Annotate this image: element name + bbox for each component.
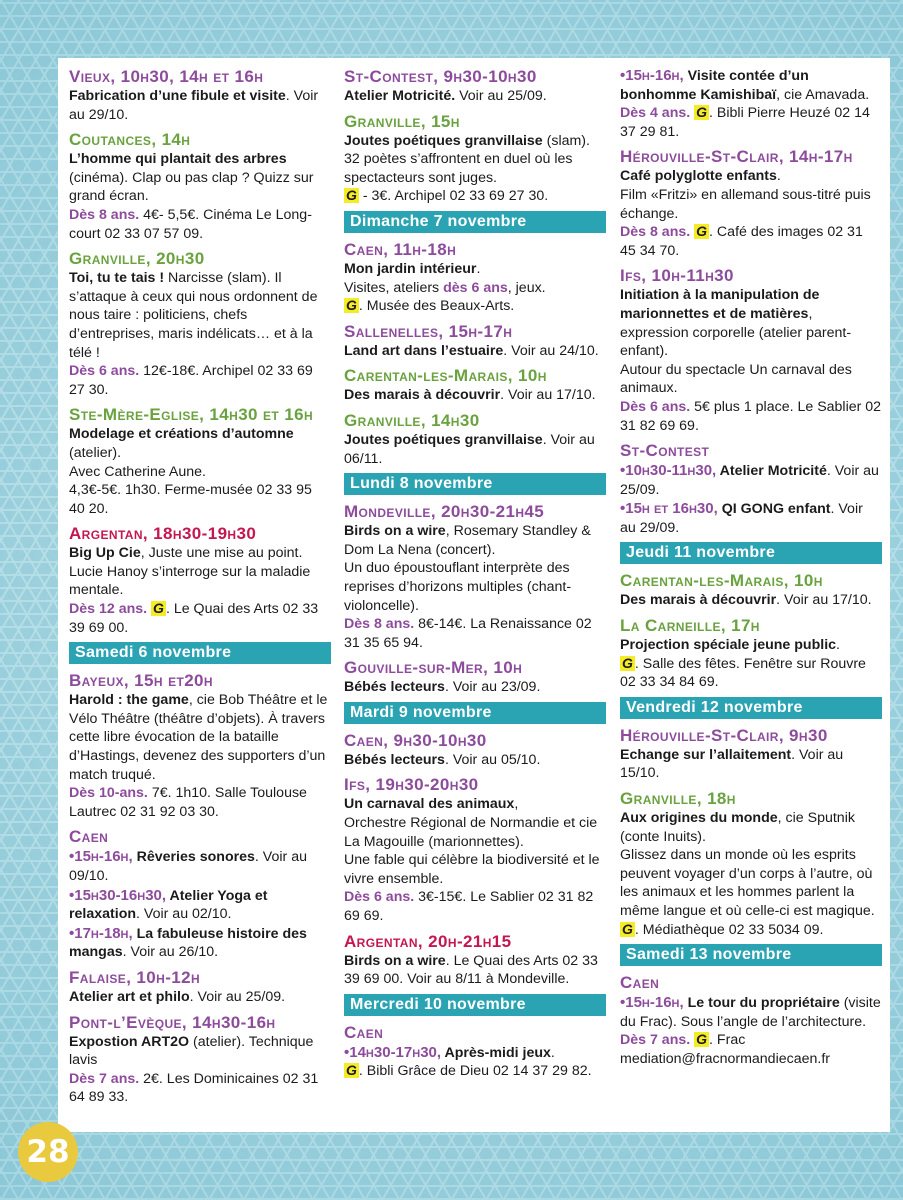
age-label: Dès 6 ans. [344,889,415,906]
event-title: Atelier Yoga et relaxation [69,887,268,923]
event-entry [344,410,606,468]
age-label: Dès 8 ans. [620,224,691,241]
event-location: Granville, 20h30 [69,249,205,269]
event-title: Birds on a wire [344,523,446,540]
event-location: Bayeux, 15h et20h [69,671,213,691]
event-title: Mon jardin intérieur [344,260,477,277]
event-entry [620,265,882,435]
event-entry [69,967,331,1007]
event-title: Atelier Motricité. [344,88,456,104]
event-time: •15h30-16h30, [69,886,167,904]
event-details: , cie Sputnik (conte Inuits). Glissez dans un monde où les esprits peuvent voyager d’un corps à l’autre, où les animaux et les hommes parlent la même langue et où celle-ci est magique. [620,810,875,919]
event-bullet [620,994,882,1068]
event-location: Granville, 15h [344,111,460,131]
event-entry [344,365,606,405]
free-badge-icon: G [622,920,633,937]
event-entry [69,523,331,637]
event-location: Mondeville, 20h30-21h45 [344,502,545,522]
event-location: Ifs, 19h30-20h30 [344,775,479,795]
event-location: Caen, 9h30-10h30 [344,730,487,750]
event-details: . Voir au 09/10. [69,849,307,884]
age-label: Dès 8 ans. [69,206,140,223]
event-details: . Voir au 24/10. [503,342,599,359]
event-title: QI GONG enfant [717,501,831,518]
event-info: 12€-18€. Archipel 02 33 69 27 30. [69,363,313,398]
column-1 [69,66,331,1112]
event-details: . [550,1044,555,1061]
event-info: . Bibli Grâce de Dieu 02 14 37 29 82. [358,1063,592,1080]
event-entry [620,615,882,692]
event-location: St-Contest [620,441,710,461]
day-header: Samedi 13 novembre [620,944,882,966]
age-label: Dès 10-ans. [69,785,148,802]
event-details: . Voir au 26/10. [122,944,219,961]
event-details: (cinéma). Clap ou pas clap ? Quizz sur grand écran. [69,169,314,205]
event-location: Carentan-les-Marais, 10h [620,571,823,591]
event-details: . Voir au 25/09. [620,463,879,498]
event-details: . Voir au 29/09. [620,501,863,536]
age-label: Dès 6 ans. [620,398,691,415]
event-location: Caen [344,1022,384,1042]
event-details: . Voir au 15/10. [620,746,844,782]
event-bullet [620,500,882,537]
event-title: Echange sur l’allaitement [620,746,792,763]
event-entry [69,248,331,399]
event-title: Toi, tu te tais ! [69,270,165,287]
event-location: Falaise, 10h-12h [69,967,201,987]
event-info: . Frac mediation@fracnormandiecaen.fr [620,1032,830,1067]
event-bullet [69,925,331,962]
event-title: Des marais à découvrir [620,592,777,609]
event-title: Land art dans l’estuaire [344,342,504,359]
event-details: , Juste une mise au point. Lucie Hanoy s’interroge sur la maladie mentale. [69,545,311,599]
event-location: Caen [620,973,660,993]
event-bullet [344,1044,606,1081]
event-location: Granville, 18h [620,789,736,809]
free-badge-icon: G [346,187,357,204]
event-info: . Le Quai des Arts 02 33 39 69 00. [69,601,319,636]
free-badge-icon: G [346,297,357,314]
event-location: Hérouville-St-Clair, 14h-17h [620,147,853,167]
event-title: Rêveries sonores [132,849,255,866]
event-location: Argentan, 20h-21h15 [344,931,512,951]
event-title: L’homme qui plantait des arbres [69,151,287,168]
event-details: . [836,637,840,654]
age-label: Dès 7 ans. [69,1070,140,1087]
event-title: Joutes poétiques granvillaise [344,132,543,149]
day-header: Mardi 9 novembre [344,702,606,724]
event-entry [620,67,882,141]
event-title: La fabuleuse histoire des mangas [69,925,307,961]
event-details: , cie Bob Théâtre et le Vélo Théâtre (théâtre d’objets). À travers cette libre évocation de la bataille d’Hastings, devenez des supporters d’un match truqué. [69,692,328,783]
event-info: - 3€. Archipel 02 33 69 27 30. [358,188,549,205]
event-details: (slam). 32 poètes s’affrontent en duel où les spectacteurs sont juges. [344,132,590,186]
event-entry [69,404,331,518]
age-label: Dès 7 ans. [620,1032,691,1049]
age-label: Dès 6 ans. [69,363,140,380]
event-info: 8€-14€. La Renaissance 02 31 35 65 94. [344,616,592,651]
event-details: . Voir au 23/09. [444,679,541,696]
event-location: Coutances, 14h [69,130,191,150]
event-location: Ste-Mère-Eglise, 14h30 et 16h [69,405,314,425]
event-title: Modelage et créations d’automne [69,426,294,443]
event-title: Initiation à la manipulation de marionnettes et de matières [620,287,820,322]
event-info: 4€- 5,5€. Cinéma Le Long-court 02 33 07 57 09. [69,206,312,242]
event-title: Atelier Motricité [716,463,827,480]
event-title: Bébés lecteurs [344,751,445,768]
event-entry [69,826,331,962]
event-entry [344,321,606,361]
column-3 [620,66,882,1074]
event-info: . Médiathèque 02 33 5034 09. [634,921,824,938]
event-details: . Voir au 05/10. [444,751,541,768]
event-entry [344,501,606,652]
event-details: Narcisse (slam). Il s’attaque à ceux qui nous ordonnent de nous taire : politiciens, chefs d’entreprises, maris indélicats… et à la télé ! [69,270,318,361]
event-title: Fabrication d’une fibule et visite [69,88,286,104]
event-title: Harold : the game [69,692,189,709]
event-entry [344,66,606,106]
event-location: Sallenelles, 15h-17h [344,321,513,341]
event-title: Des marais à découvrir [344,387,501,404]
event-entry [344,657,606,697]
age-label: Dès 12 ans. [69,601,148,618]
event-title: Atelier art et philo [69,988,190,1005]
event-location: Gouville-sur-Mer, 10h [344,658,523,678]
event-time: •17h-18h, [69,924,133,942]
column-2 [344,66,606,1086]
event-info: 2€. Les Dominicaines 02 31 64 89 33. [69,1070,319,1106]
event-info: 5€ plus 1 place. Le Sablier 02 31 82 69 69. [620,398,882,434]
event-title: Visite contée d’un bonhomme Kamishibaï [620,68,809,103]
day-header: Vendredi 12 novembre [620,697,882,719]
event-location: Caen [69,827,109,847]
event-time: •15h-16h, [69,848,133,866]
event-title: Après-midi jeux [441,1044,551,1061]
event-details: (atelier). Avec Catherine Aune. 4,3€-5€. 1h30. Ferme-musée 02 33 95 40 20. [69,444,312,517]
day-header: Dimanche 7 novembre [344,211,606,233]
event-location: Granville, 14h30 [344,410,480,430]
event-time: •10h30-11h30, [620,462,717,480]
event-title: Expostion ART2O [69,1033,190,1050]
event-entry [620,440,882,537]
event-details: . Voir au 29/10. [69,88,319,123]
event-location: Ifs, 10h-11h30 [620,266,734,286]
event-details: , Rosemary Standley & Dom La Nena (concert). Un duo époustouflant interprète des reprises d’horizons multiples (chant-violoncelle). [344,523,591,614]
age-label: Dès 8 ans. [344,616,415,633]
event-entry [344,239,606,316]
event-entry [344,774,606,925]
free-badge-icon: G [622,654,633,671]
event-details: , expression corporelle (atelier parent-enfant). Autour du spectacle Un carnaval des animaux. [620,305,852,397]
event-entry [344,111,606,206]
free-badge-icon: G [696,223,708,240]
event-entry [344,730,606,770]
event-entry [620,725,882,783]
event-title: Big Up Cie [69,545,141,562]
event-entry [69,1012,331,1107]
event-title: Un carnaval des animaux [344,796,515,813]
event-info: . Café des images 02 31 45 34 70. [620,224,863,259]
free-badge-icon: G [153,600,164,617]
event-entry [344,1022,606,1081]
event-title: Joutes poétiques granvillaise [344,431,543,448]
event-details: . Voir au 02/10. [136,906,232,923]
event-location: Argentan, 18h30-19h30 [69,524,257,544]
event-title: Birds on a wire [344,952,446,969]
event-title: Café polyglotte enfants [620,168,777,185]
event-details: , cie Amavada. [776,86,870,103]
page-number: 28 [18,1122,78,1182]
event-entry [344,931,606,989]
event-details: . Visites, ateliers [344,260,481,296]
event-entry [620,570,882,610]
event-location: La Carneille, 17h [620,616,760,636]
event-location: Pont-l’Evèque, 14h30-16h [69,1012,276,1032]
event-bullet [620,67,882,141]
day-header: Jeudi 11 novembre [620,542,882,564]
event-details: , jeux. [507,279,546,296]
event-details: (visite du Frac). Sous l’angle de l’architecture. [620,995,881,1030]
event-info: . Salle des fêtes. Fenêtre sur Rouvre 02 33 34 84 69. [620,655,866,691]
event-location: St-Contest, 9h30-10h30 [344,67,537,86]
event-info: . Bibli Pierre Heuzé 02 14 37 29 81. [620,105,870,140]
event-details: . Voir au 17/10. [500,387,596,404]
event-entry [69,129,331,243]
event-title: Projection spéciale jeune public [620,637,837,654]
event-title: Aux origines du monde [620,810,778,827]
event-details: . Voir au 17/10. [776,592,872,609]
event-entry [69,66,331,124]
free-badge-icon: G [696,104,708,121]
age-label: Dès 4 ans. [620,105,691,122]
event-info: 3€-15€. Le Sablier 02 31 82 69 69. [344,889,594,925]
event-title: Le tour du propriétaire [683,995,840,1012]
free-badge-icon: G [696,1031,708,1048]
event-info: 7€. 1h10. Salle Toulouse Lautrec 02 31 92 03 30. [69,785,307,820]
event-title: Bébés lecteurs [344,679,445,696]
age-label: dès 6 ans [443,279,508,296]
event-details: , Orchestre Régional de Normandie et cie La Magouille (marionnettes). Une fable qui célèbre la biodiversité et le vivre ensemble. [344,796,600,887]
event-bullet [69,887,331,924]
day-header: Samedi 6 novembre [69,642,331,664]
event-location: Hérouville-St-Clair, 9h30 [620,725,828,745]
event-details: (atelier). Technique lavis [69,1033,314,1069]
day-header: Mercredi 10 novembre [344,994,606,1016]
event-entry [620,146,882,260]
free-badge-icon: G [346,1062,357,1079]
event-details: Voir au 25/09. [455,88,547,104]
event-entry [620,972,882,1068]
event-location: Vieux, 10h30, 14h et 16h [69,67,264,86]
event-location: Caen, 11h-18h [344,239,457,259]
event-entry [620,788,882,939]
event-location: Carentan-les-Marais, 10h [344,366,547,386]
event-bullet [69,848,331,885]
event-time: •15h-16h, [620,67,684,84]
event-details: . Voir au 25/09. [189,988,286,1005]
day-header: Lundi 8 novembre [344,473,606,495]
event-time: •14h30-17h30, [344,1043,442,1061]
event-entry [69,670,331,821]
event-details: . Film «Fritzi» en allemand sous-titré puis échange. [620,168,871,222]
event-details: . Voir au 06/11. [344,431,595,467]
event-bullet [620,462,882,499]
event-time: •15h et 16h30, [620,500,718,518]
event-details: . Le Quai des Arts 02 33 39 69 00. Voir au 8/11 à Mondeville. [344,952,598,988]
event-time: •15h-16h, [620,994,684,1012]
event-info: . Musée des Beaux-Arts. [358,298,515,315]
